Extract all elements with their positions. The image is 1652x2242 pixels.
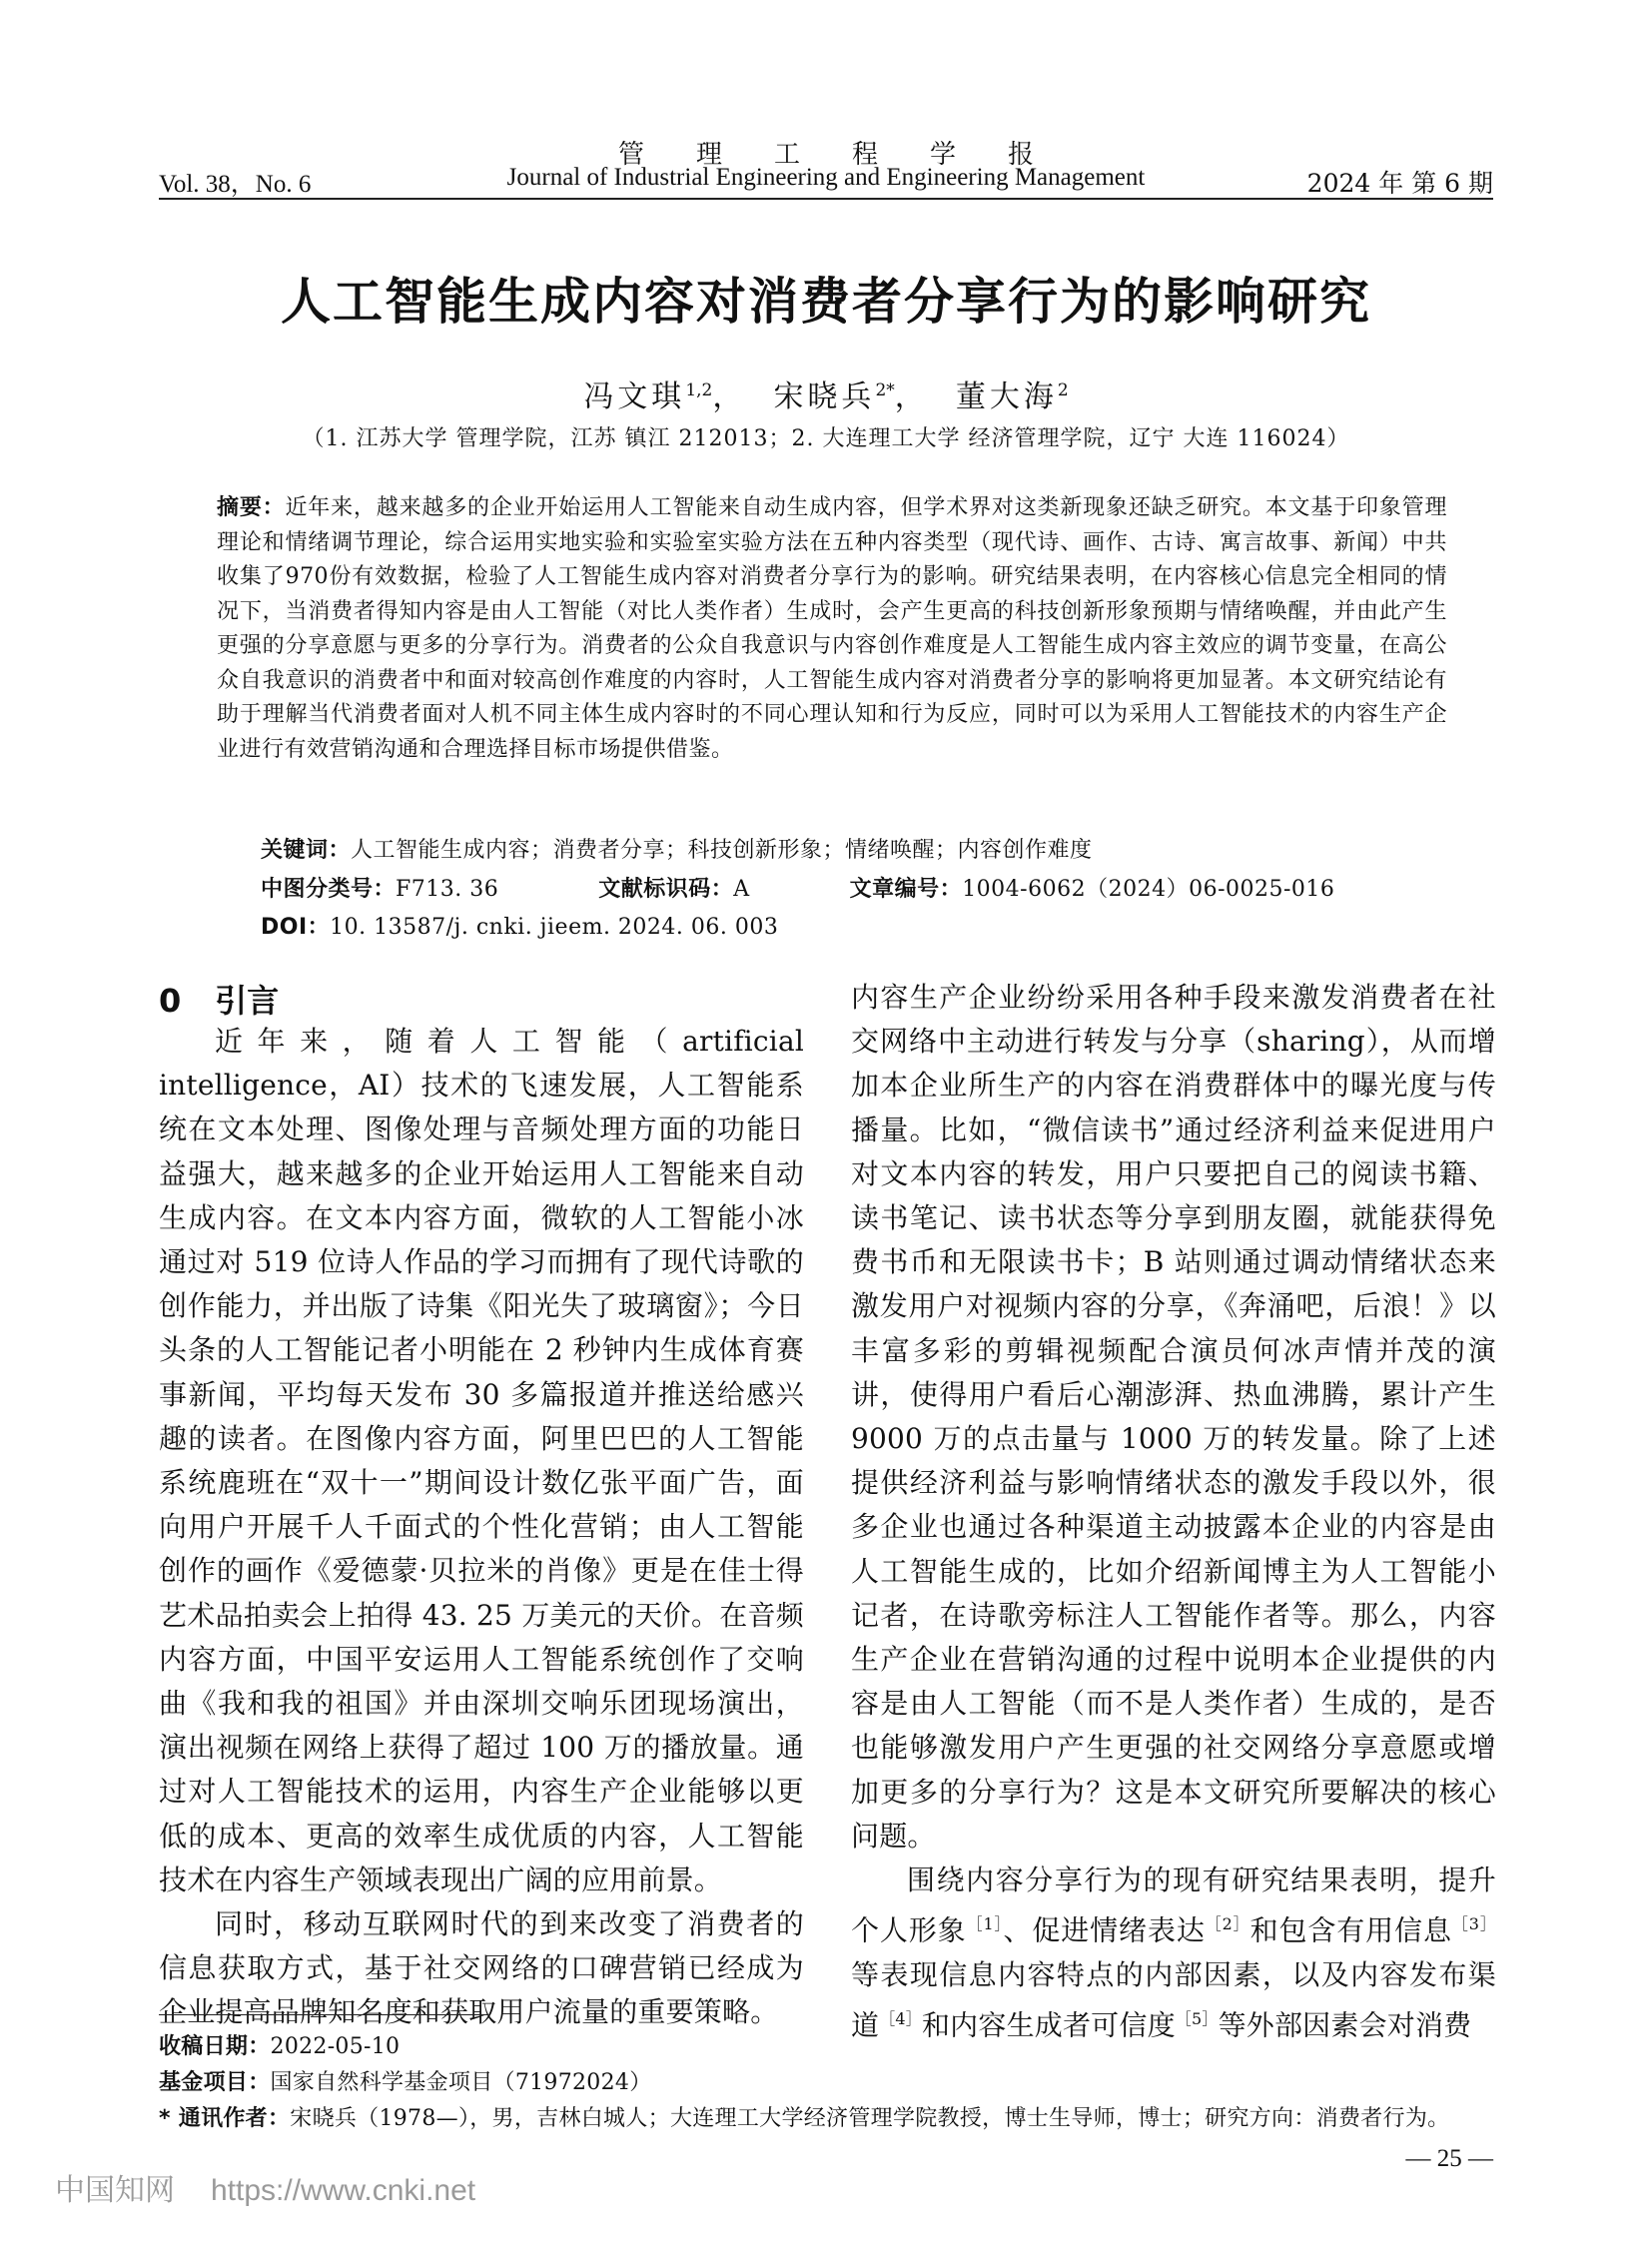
received-label: 收稿日期：	[159, 2034, 271, 2059]
affiliations: （1. 江苏大学 管理学院，江苏 镇江 212013；2. 大连理工大学 经济管理学院，辽宁 大连 116024）	[302, 426, 1350, 451]
author-affil-mark: 2*	[875, 380, 895, 400]
paragraph-text: 和包含有用信息	[1249, 1913, 1452, 1947]
doi-label: DOI：	[261, 915, 331, 940]
author-affil-mark: 2	[1057, 380, 1069, 400]
body-paragraph	[851, 1859, 1496, 2047]
authors: 冯文琪$^{1,2}$， 宋晓兵$^{2*}$， 董大海$^2$	[583, 379, 1069, 414]
volume-issue: Vol. 38，No. 6	[159, 171, 312, 198]
author-affil-mark: 1,2	[685, 380, 713, 400]
author-name: 董大海	[955, 379, 1058, 414]
doi-line	[261, 910, 778, 941]
abstract-text: 近年来，越来越多的企业开始运用人工智能来自动生成内容，但学术界对这类新现象还缺乏研究。本文基于印象管理理论和情绪调节理论，综合运用实地实验和实验室实验方法在五种内容类型（现代诗、画作、古诗、寓言故事、新闻）中共收集了970份有效数据，检验了人工智能生成内容对消费者分享行为的影响。研究结果表明，在内容核心信息完全相同的情况下，当消费者得知内容是由人工智能（对比人类作者）生成时，会产生更高的科技创新形象预期与情绪唤醒，并由此产生更强的分享意愿与更多的分享行为。消费者的公众自我意识与内容创作难度是人工智能生成内容主效应的调节变量，在高公众自我意识的消费者中和面对较高创作难度的内容时，人工智能生成内容对消费者分享的影响将更加显著。本文研究结论有助于理解当代消费者面对人机不同主体生成内容时的不同心理认知和行为反应，同时可以为采用人工智能技术的内容生产企业进行有效营销沟通和合理选择目标市场提供借鉴。	[217, 495, 1447, 762]
received-date: 2022-05-10	[270, 2034, 401, 2059]
left-column	[159, 1020, 804, 2035]
paragraph-text: 等表现信息内容特点的内部因素，以及内容发布渠道	[851, 1957, 1496, 2042]
citation-ref[interactable]: ［2］	[1205, 1914, 1250, 1934]
journal-title-cn: 管理工程学报	[617, 140, 1086, 170]
clc-label: 中图分类号：	[261, 877, 397, 902]
watermark	[55, 2165, 475, 2209]
paragraph-text: 等外部因素会对消费	[1218, 2008, 1472, 2042]
citation-ref[interactable]: ［5］	[1175, 2009, 1219, 2028]
footnote-received	[159, 2029, 400, 2060]
right-column	[851, 976, 1496, 2048]
author-name: 宋晓兵	[773, 379, 876, 414]
author-name: 冯文琪	[583, 379, 686, 414]
body-paragraph: 内容生产企业纷纷采用各种手段来激发消费者在社交网络中主动进行转发与分享（sharing），从而增加本企业所生产的内容在消费群体中的曝光度与传播量。比如，“微信读书”通过经济利益来促进用户对文本内容的转发，用户只要把自己的阅读书籍、读书笔记、读书状态等分享到朋友圈，就能获得免费书币和无限读书卡；B 站则通过调动情绪状态来激发用户对视频内容的分享，《奔涌吧，后浪！》以丰富多彩的剪辑视频配合演员何冰声情并茂的演讲，使得用户看后心潮澎湃、热血沸腾，累计产生 9000 万的点击量与 1000 万的转发量。除了上述提供经济利益与影响情绪状态的激发手段以外，很多企业也通过各种渠道主动披露本企业的内容是由人工智能生成的，比如介绍新闻博主为人工智能小记者，在诗歌旁标注人工智能作者等。那么，内容生产企业在营销沟通的过程中说明本企业提供的内容是由人工智能（而不是人类作者）生成的，是否也能够激发用户产生更强的社交网络分享意愿或增加更多的分享行为？这是本文研究所要解决的核心问题。	[851, 981, 1496, 1853]
clc-value: F713. 36	[396, 877, 499, 902]
keywords-label: 关键词：	[261, 838, 352, 863]
journal-title-en: Journal of Industrial Engineering and Engineering Management	[506, 164, 1146, 191]
fund-text: 国家自然科学基金项目（71972024）	[270, 2070, 652, 2095]
doc-code-label: 文献标识码：	[598, 877, 734, 902]
watermark-site: 中国知网	[55, 2173, 175, 2208]
paragraph-text: 围绕内容分享行为的现有研究结果表明，提升个人形象	[851, 1864, 1496, 1947]
classification-line	[261, 872, 1334, 903]
corresponding-label: * 通讯作者：	[159, 2106, 291, 2131]
abstract	[217, 491, 1447, 767]
fund-label: 基金项目：	[159, 2070, 271, 2095]
keywords-text: 人工智能生成内容；消费者分享；科技创新形象；情绪唤醒；内容创作难度	[351, 838, 1093, 863]
citation-ref[interactable]: ［3］	[1451, 1914, 1497, 1934]
article-number-value: 1004-6062（2024）06-0025-016	[962, 877, 1335, 902]
keywords	[261, 833, 1093, 864]
body-paragraph: 同时，移动互联网时代的到来改变了消费者的信息获取方式，基于社交网络的口碑营销已经成为企业提高品牌知名度和获取用户流量的重要策略。	[159, 1907, 804, 2029]
watermark-url[interactable]: https://www.cnki.net	[211, 2174, 476, 2207]
doc-code-value: A	[733, 877, 750, 902]
article-number-label: 文章编号：	[849, 877, 963, 902]
body-paragraph: 近年来，随着人工智能（artificial intelligence，AI）技术的飞速发展，人工智能系统在文本处理、图像处理与音频处理方面的功能日益强大，越来越多的企业开始运用人工智能来自动生成内容。在文本内容方面，微软的人工智能小冰通过对 519 位诗人作品的学习而拥有了现代诗歌的创作能力，并出版了诗集《阳光失了玻璃窗》；今日头条的人工智能记者小明能在 2 秒钟内生成体育赛事新闻，平均每天发布 30 多篇报道并推送给感兴趣的读者。在图像内容方面，阿里巴巴的人工智能系统鹿班在“双十一”期间设计数亿张平面广告，面向用户开展千人千面式的个性化营销；由人工智能创作的画作《爱德蒙·贝拉米的肖像》更是在佳士得艺术品拍卖会上拍得 43. 25 万美元的天价。在音频内容方面，中国平安运用人工智能系统创作了交响曲《我和我的祖国》并由深圳交响乐团现场演出，演出视频在网络上获得了超过 100 万的播放量。通过对人工智能技术的运用，内容生产企业能够以更低的成本、更高的效率生成优质的内容，人工智能技术在内容生产领域表现出广阔的应用前景。	[159, 1025, 804, 1896]
citation-ref[interactable]: ［1］	[966, 1914, 1004, 1934]
header-rule	[159, 198, 1493, 200]
article-title: 人工智能生成内容对消费者分享行为的影响研究	[281, 273, 1371, 331]
page-number: — 25 —	[1405, 2145, 1493, 2172]
footnote-fund	[159, 2065, 652, 2096]
year-issue: 2024 年 第 6 期	[1306, 169, 1493, 198]
footnote-rule	[159, 2014, 488, 2015]
abstract-label: 摘要：	[217, 495, 286, 520]
section-title: 引言	[215, 982, 280, 1020]
section-heading	[159, 976, 279, 1022]
paragraph-text: 、促进情绪表达	[1003, 1913, 1206, 1947]
section-number: 0	[159, 982, 182, 1020]
doi-value[interactable]: 10. 13587/j. cnki. jieem. 2024. 06. 003	[330, 915, 779, 940]
corresponding-text: 宋晓兵（1978—），男，吉林白城人；大连理工大学经济管理学院教授，博士生导师，博士；研究方向：消费者行为。	[290, 2106, 1450, 2131]
footnote-corresponding	[159, 2101, 1449, 2132]
citation-ref[interactable]: ［4］	[879, 2009, 922, 2028]
paragraph-text: 和内容生成者可信度	[921, 2008, 1176, 2042]
